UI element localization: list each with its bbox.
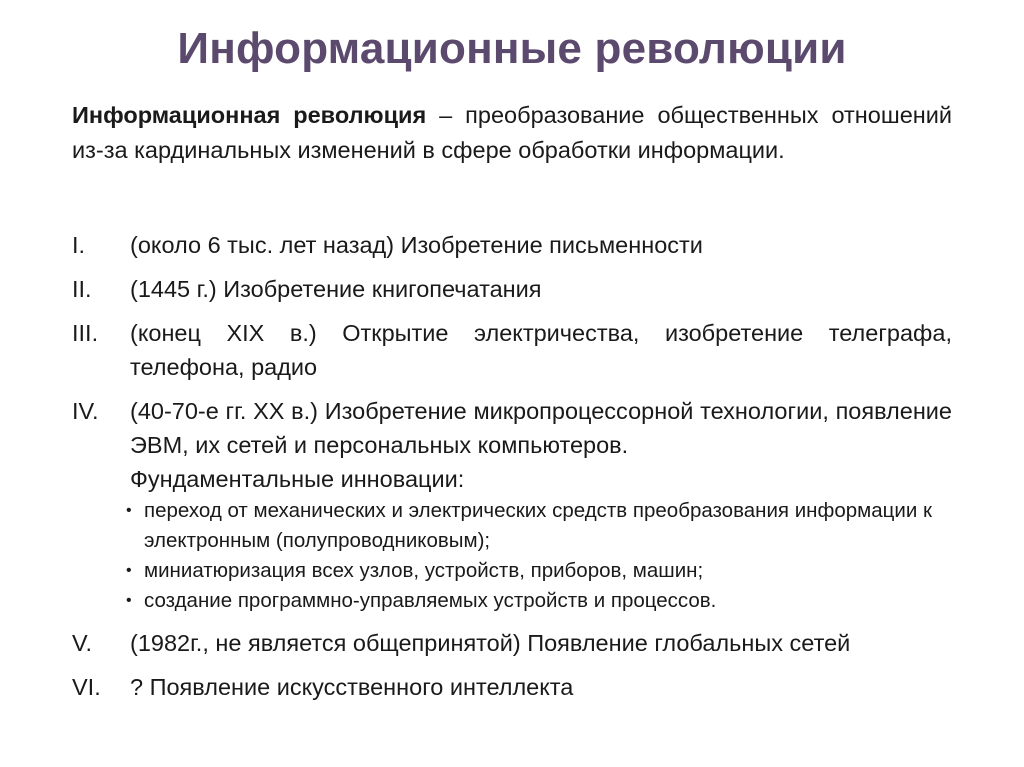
- revolution-item-1: [72, 228, 952, 262]
- revolution-item-5: [72, 626, 952, 660]
- revolution-text: (около 6 тыс. лет назад) Изобретение письменности: [130, 232, 703, 258]
- definition-text: – преобразование общественных отношений из-за кардинальных изменений в сфере обработки информации.: [72, 102, 953, 163]
- revolution-text: (40-70-е гг. XX в.) Изобретение микропроцессорной технологии, появление ЭВМ, их сетей и персональных компьютеров.: [130, 398, 952, 458]
- bullet-icon: •: [126, 562, 132, 579]
- bullet-icon: •: [126, 592, 132, 609]
- innovation-text: миниатюризация всех узлов, устройств, приборов, машин;: [144, 559, 704, 582]
- revolution-numeral: III.: [72, 320, 99, 346]
- revolution-numeral: IV.: [72, 398, 99, 424]
- revolutions-list: [72, 228, 952, 714]
- revolution-item-4: [72, 394, 952, 616]
- definition-paragraph: [72, 98, 952, 168]
- innovation-text: переход от механических и электрических средств преобразования информации к электронным (полупроводниковым);: [144, 499, 932, 552]
- definition-term: Информационная революция: [72, 102, 427, 128]
- revolution-item-2: [72, 272, 952, 306]
- revolution-text: (1982г., не является общепринятой) Появление глобальных сетей: [130, 630, 851, 656]
- revolution-numeral: I.: [72, 232, 86, 258]
- revolution-numeral: VI.: [72, 674, 101, 700]
- revolution-text: (конец XIX в.) Открытие электричества, изобретение телеграфа, телефона, радио: [130, 320, 952, 380]
- revolution-numeral: V.: [72, 630, 93, 656]
- revolution-numeral: II.: [72, 276, 92, 302]
- revolution-text: (1445 г.) Изобретение книгопечатания: [130, 276, 542, 302]
- revolution-item-6: [72, 670, 952, 704]
- revolution-item-3: [72, 316, 952, 384]
- innovations-heading: Фундаментальные инновации:: [130, 466, 465, 492]
- innovation-text: создание программно-управляемых устройств и процессов.: [144, 589, 717, 612]
- slide-title: Информационные революции: [177, 24, 847, 73]
- revolution-text: ? Появление искусственного интеллекта: [130, 674, 574, 700]
- innovation-item: [72, 556, 964, 586]
- innovation-item: [72, 586, 964, 616]
- bullet-icon: •: [126, 502, 132, 519]
- innovation-item: [72, 496, 964, 556]
- innovations-list: [126, 496, 952, 616]
